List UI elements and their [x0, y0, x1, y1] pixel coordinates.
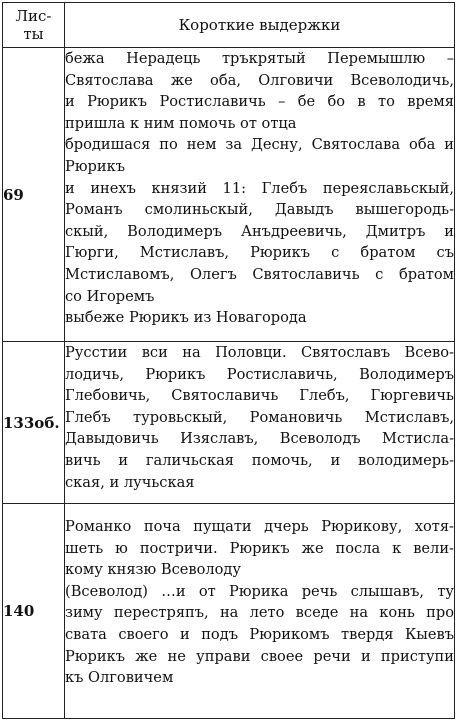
table-row	[3, 504, 455, 719]
excerpt-line: свата своего и подъ Рюрикомъ твердя Кыевъ	[65, 625, 454, 643]
excerpt-line: Глебовичь, Святославичь Глебъ, Гюргевичь	[65, 387, 454, 405]
excerpt-line: къ Олговичем	[65, 669, 174, 687]
table-row	[3, 342, 455, 504]
excerpt-line: Святослава же оба, Олговичи Всеволодичь,	[65, 71, 454, 89]
excerpt-line: (Всеволод) …и от Рюрика речь слышавъ, ту	[65, 582, 454, 600]
excerpt-line: вичь и галичьская помочь, и володимерь-	[65, 451, 454, 469]
excerpt-text	[65, 342, 455, 504]
excerpt-line: бродишася по нем за Десну, Святослава оба и	[65, 136, 454, 154]
excerpt-line: пришла к ним помочь от отца	[65, 114, 297, 132]
excerpt-line: шеть ю постричи. Рюрикъ же посла к вели-	[65, 539, 454, 557]
excerpt-text	[65, 504, 455, 719]
excerpt-line: лодичь, Рюрикъ Ростиславичь, Володимеръ	[65, 365, 454, 383]
excerpt-line: бежа Нерадець тръкрятый Перемышлю –	[65, 50, 454, 67]
excerpt-line: и инехъ князий 11: Глебъ переяславьскый,	[65, 179, 454, 197]
sheet-number: 140	[3, 504, 65, 719]
excerpt-text	[65, 48, 455, 342]
table-row	[3, 48, 455, 342]
excerpt-line: выбеже Рюрикъ из Новагорода	[65, 309, 307, 327]
excerpt-line: Рюрикъ	[65, 157, 125, 175]
header-sheets: Лис- ты	[3, 3, 65, 48]
excerpt-line: Рюрикъ же не управи своее речи и приступи	[65, 647, 454, 665]
excerpt-line: Русстии вси на Половци. Святославъ Всево-	[65, 344, 454, 361]
excerpt-line: Гюрги, Мстиславъ, Рюрикъ с братом съ	[65, 244, 454, 262]
header-row	[3, 3, 455, 48]
excerpt-line: Глебъ туровьскый, Романовичь Мстиславъ,	[65, 408, 454, 426]
excerpt-line: и Рюрикъ Ростиславичь – бе бо в то время	[65, 93, 454, 111]
sheet-number: 69	[3, 48, 65, 342]
excerpt-line: кому князю Всеволоду	[65, 561, 242, 579]
excerpt-line: Романъ смолиньскый, Давыдъ вышегородь-	[65, 201, 454, 219]
excerpt-line: ская, и лучьская	[65, 473, 195, 491]
excerpt-line: Давыдовичь Изяславъ, Всеволодъ Мстисла-	[65, 430, 454, 448]
sheet-number: 133об.	[3, 342, 65, 504]
header-excerpts: Короткие выдержки	[65, 3, 455, 48]
excerpt-line: Мстиславомъ, Олегъ Святославичь с братом	[65, 265, 454, 283]
excerpt-line: зиму перестряпъ, на лето вседе на конь про	[65, 604, 454, 622]
excerpts-table	[2, 2, 455, 719]
excerpt-line: со Игоремъ	[65, 287, 155, 305]
excerpt-line: скый, Володимеръ Анъдреевичь, Дмитръ и	[65, 222, 454, 240]
excerpt-line: Романко поча пущати дчерь Рюрикову, хотя-	[65, 518, 454, 535]
